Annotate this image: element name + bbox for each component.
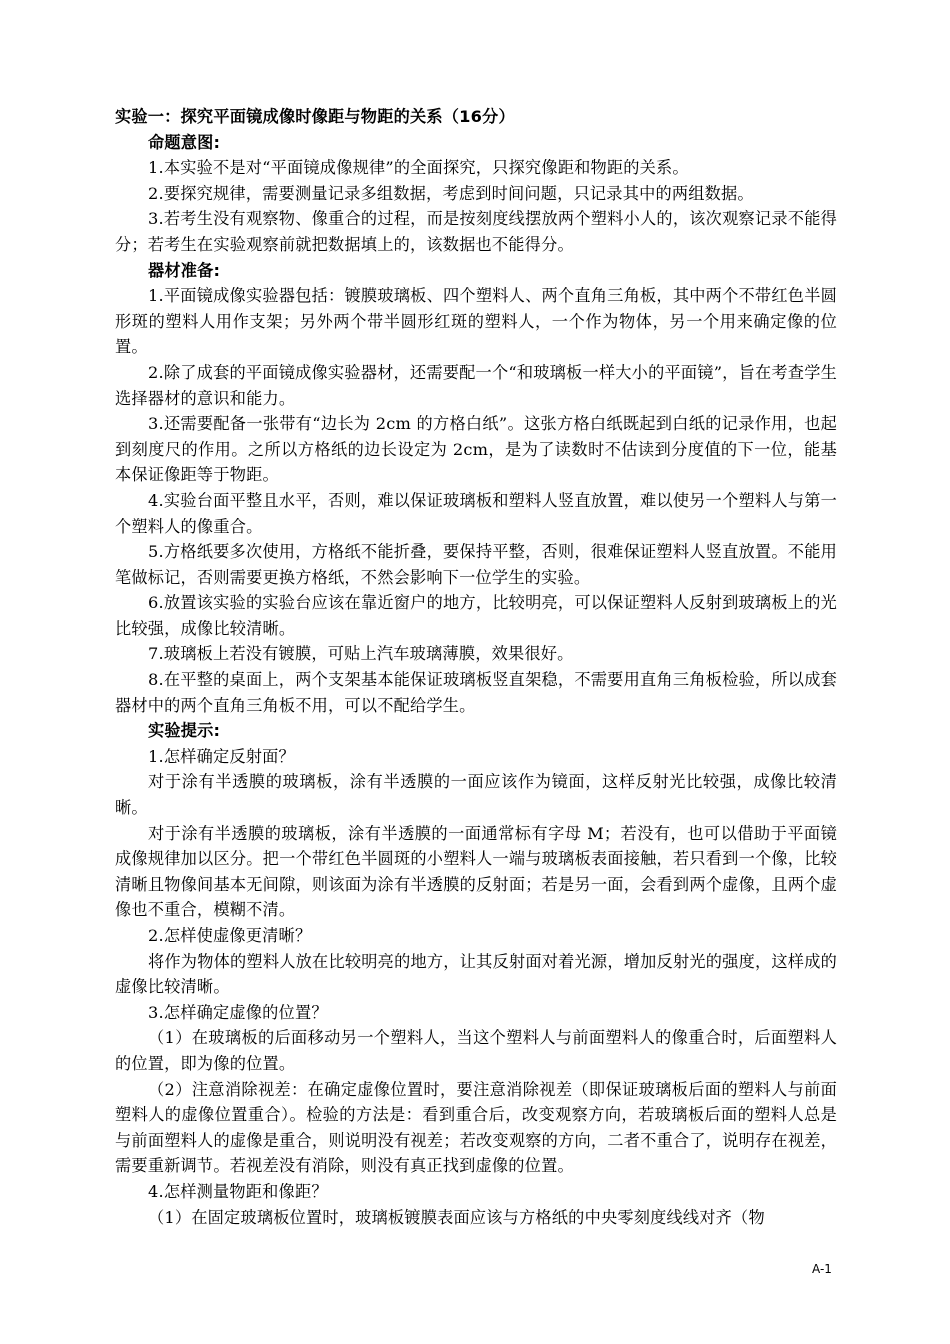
paragraph: 2.怎样使虚像更清晰？ xyxy=(148,926,312,945)
section-heading-materials: 器材准备: xyxy=(148,260,221,280)
section-heading-intent: 命题意图: xyxy=(148,132,221,152)
paragraph: 8.在平整的桌面上，两个支架基本能保证玻璃板竖直架稳，不需要用直角三角板检验，所以成套器材中的两个直角三角板不用，可以不配给学生。 xyxy=(115,670,837,715)
paragraph: 4.怎样测量物距和像距？ xyxy=(148,1181,328,1201)
paragraph: 3.怎样确定虚像的位置？ xyxy=(148,1002,328,1022)
paragraph: 6.放置该实验的实验台应该在靠近窗户的地方，比较明亮，可以保证塑料人反射到玻璃板上的光比较强，成像比较清晰。 xyxy=(115,593,837,638)
paragraph: 2.除了成套的平面镜成像实验器材，还需要配一个“和玻璃板一样大小的平面镜”，旨在考查学生选择器材的意识和能力。 xyxy=(115,362,837,408)
paragraph: 3.若考生没有观察物、像重合的过程，而是按刻度线摆放两个塑料小人的，该次观察记录不能得分；若考生在实验观察前就把数据填上的，该数据也不能得分。 xyxy=(115,209,837,254)
paragraph: 2.要探究规律，需要测量记录多组数据，考虑到时间问题，只记录其中的两组数据。 xyxy=(148,183,754,203)
document-body xyxy=(115,104,837,1230)
paragraph: 4.实验台面平整且水平，否则，难以保证玻璃板和塑料人竖直放置，难以使另一个塑料人与第一个塑料人的像重合。 xyxy=(115,490,837,536)
paragraph: （2）注意消除视差：在确定虚像位置时，要注意消除视差（即保证玻璃板后面的塑料人与前面塑料人的虚像位置重合）。检验的方法是：看到重合后，改变观察方向，若玻璃板后面的塑料人总是与前面塑料人的虚像是重合，则说明没有视差；若改变观察的方向，二者不重合了，说明存在视差，需要重新调节。若视差没有消除，则没有真正找到虚像的位置。 xyxy=(115,1079,837,1176)
paragraph: 对于涂有半透膜的玻璃板，涂有半透膜的一面应该作为镜面，这样反射光比较强，成像比较清晰。 xyxy=(115,772,837,818)
paragraph: 1.怎样确定反射面？ xyxy=(148,746,295,766)
page-number: A-1 xyxy=(812,1262,832,1276)
paragraph: 7.玻璃板上若没有镀膜，可贴上汽车玻璃薄膜，效果很好。 xyxy=(148,644,574,664)
paragraph: （1）在固定玻璃板位置时，玻璃板镀膜表面应该与方格纸的中央零刻度线线对齐（物 xyxy=(148,1207,765,1227)
paragraph: 1.本实验不是对“平面镜成像规律”的全面探究，只探究像距和物距的关系。 xyxy=(148,158,689,178)
paragraph: 5.方格纸要多次使用，方格纸不能折叠，要保持平整，否则，很难保证塑料人竖直放置。不能用笔做标记，否则需要更换方格纸，不然会影响下一位学生的实验。 xyxy=(115,542,837,587)
section-heading-tips: 实验提示: xyxy=(148,721,221,741)
paragraph: 1.平面镜成像实验器包括：镀膜玻璃板、四个塑料人、两个直角三角板，其中两个不带红色半圆形斑的塑料人用作支架；另外两个带半圆形红斑的塑料人，一个作为物体，另一个用来确定像的位置。 xyxy=(115,286,837,357)
page-title: 实验一：探究平面镜成像时像距与物距的关系（16分） xyxy=(115,107,515,126)
paragraph: 将作为物体的塑料人放在比较明亮的地方，让其反射面对着光源，增加反射光的强度，这样成的虚像比较清晰。 xyxy=(115,951,837,997)
paragraph: 3.还需要配备一张带有“边长为 2cm 的方格白纸”。这张方格白纸既起到白纸的记录作用，也起到刻度尺的作用。之所以方格纸的边长设定为 2cm，是为了读数时不估读到分度值的下一位，能基本保证像距等于物距。 xyxy=(115,414,837,485)
paragraph: （1）在玻璃板的后面移动另一个塑料人，当这个塑料人与前面塑料人的像重合时，后面塑料人的位置，即为像的位置。 xyxy=(115,1028,837,1073)
paragraph: 对于涂有半透膜的玻璃板，涂有半透膜的一面通常标有字母 M；若没有，也可以借助于平面镜成像规律加以区分。把一个带红色半圆斑的小塑料人一端与玻璃板表面接触，若只看到一个像，比较清晰且物像间基本无间隙，则该面为涂有半透膜的反射面；若是另一面，会看到两个虚像，且两个虚像也不重合，模糊不清。 xyxy=(115,823,837,920)
